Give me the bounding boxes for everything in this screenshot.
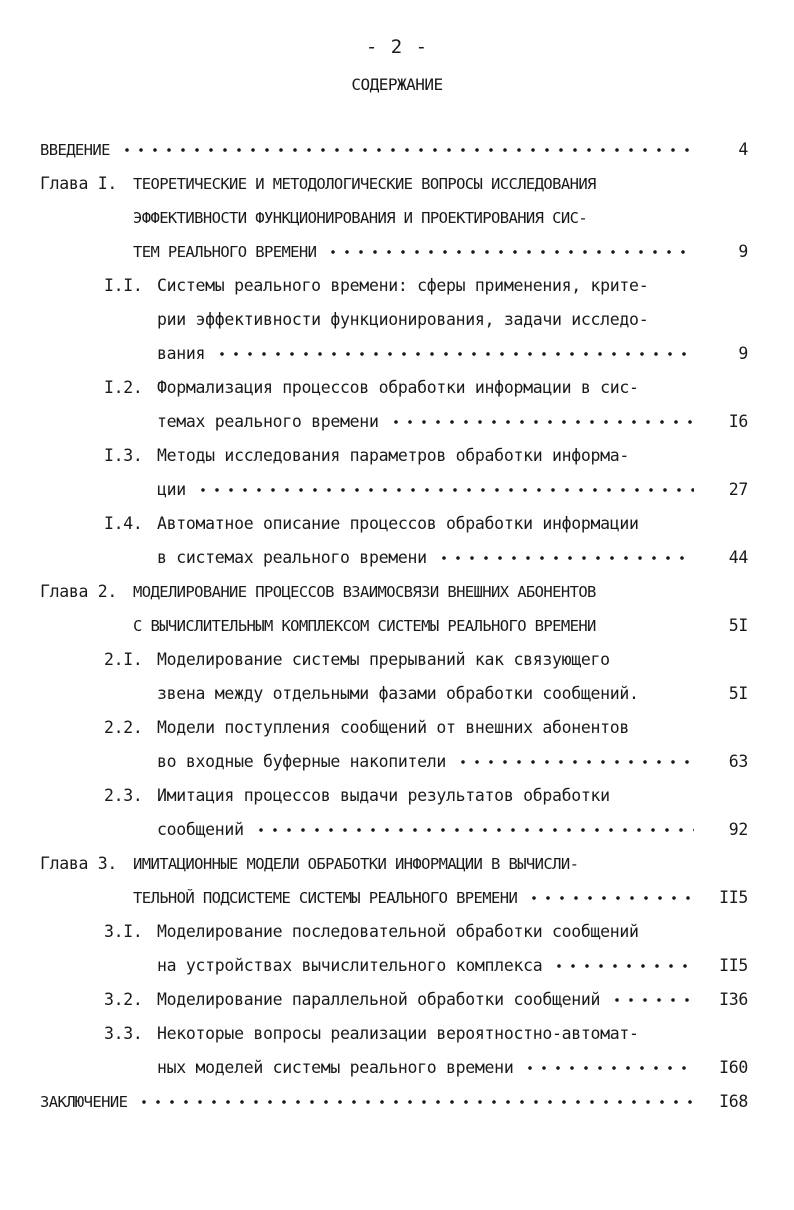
- dot-leader: [137, 1100, 694, 1104]
- toc-entry-text: Моделирование параллельной обработки сообщений: [157, 990, 601, 1009]
- toc-page-number: 5I: [728, 616, 748, 635]
- toc-page-number: I6: [728, 412, 748, 431]
- toc-page-number: II5: [719, 888, 748, 907]
- toc-entry-text: Имитация процессов выдачи результатов обработки: [157, 786, 610, 805]
- toc-entry-text: Автоматное описание процессов обработки информации: [157, 514, 639, 533]
- toc-entry-number: Глава 3.: [40, 854, 118, 873]
- dot-leader: [254, 828, 694, 832]
- toc-entry-number: 3.2.: [104, 990, 143, 1009]
- toc-intro: [0, 125, 748, 159]
- toc-section-line: [0, 907, 748, 941]
- dot-leader: [437, 556, 694, 560]
- toc-entry-text: Системы реального времени: сферы применения, крите-: [157, 276, 649, 295]
- toc-section-line: [0, 499, 748, 533]
- dot-leader: [456, 760, 694, 764]
- toc-chapter-line: [0, 567, 748, 601]
- toc-entry-text: ных моделей системы реального времени: [157, 1058, 514, 1077]
- toc-section-line: [0, 261, 748, 295]
- toc-entry-text: Формализация процессов обработки информации в сис-: [157, 378, 639, 397]
- toc-chapter-line: [0, 159, 748, 193]
- toc-entry-text: ТЕОРЕТИЧЕСКИЕ И МЕТОДОЛОГИЧЕСКИЕ ВОПРОСЫ ИССЛЕДОВАНИЯ: [133, 175, 596, 193]
- toc-entry-number: I.3.: [104, 446, 143, 465]
- toc-section-line: [0, 941, 748, 975]
- toc-entry-text: С ВЫЧИСЛИТЕЛЬНЫМ КОМПЛЕКСОМ СИСТЕМЫ РЕАЛЬНОГО ВРЕМЕНИ: [133, 617, 596, 635]
- toc-entry-number: 2.3.: [104, 786, 143, 805]
- dot-leader: [389, 420, 694, 424]
- toc-chapter-line: [0, 839, 748, 873]
- toc-entry-text: Некоторые вопросы реализации вероятностно-автомат-: [157, 1024, 639, 1043]
- toc-entry-text: ции: [157, 480, 186, 499]
- toc-page-number: 27: [728, 480, 748, 499]
- toc-entry-number: Глава 2.: [40, 582, 118, 601]
- toc-conclusion: [0, 1077, 748, 1111]
- toc-page-number: 63: [728, 752, 748, 771]
- dot-leader: [120, 148, 694, 152]
- toc-page-number: 5I: [728, 684, 748, 703]
- toc-entry-text: Методы исследования параметров обработки информа-: [157, 446, 630, 465]
- toc-chapter-line: [0, 601, 748, 635]
- toc-entry-number: I.4.: [104, 514, 143, 533]
- toc-entry-text: ТЕМ РЕАЛЬНОГО ВРЕМЕНИ: [133, 243, 317, 261]
- toc-entry-text: ВВЕДЕНИЕ: [40, 141, 110, 159]
- toc-entry-text: ЗАКЛЮЧЕНИЕ: [40, 1093, 128, 1111]
- dot-leader: [610, 998, 694, 1002]
- dot-leader: [196, 488, 694, 492]
- toc-entry-number: 3.I.: [104, 922, 143, 941]
- toc-entry-text: во входные буферные накопители: [157, 752, 447, 771]
- toc-page-number: 44: [728, 548, 748, 567]
- toc-entry-number: Глава I.: [40, 174, 118, 193]
- toc-entry-number: 2.I.: [104, 650, 143, 669]
- dot-leader: [527, 896, 694, 900]
- dot-leader: [523, 1066, 694, 1070]
- toc-entry-text: темах реального времени: [157, 412, 379, 431]
- toc-page-number: 4: [738, 140, 748, 159]
- page-number: - 2 -: [365, 36, 429, 58]
- table-of-contents: [0, 125, 794, 1111]
- toc-section-line: [0, 533, 748, 567]
- toc-page-number: I68: [719, 1092, 748, 1111]
- toc-section-line: [0, 295, 748, 329]
- toc-page-number: I36: [719, 990, 748, 1009]
- toc-entry-text: Модели поступления сообщений от внешних абонентов: [157, 718, 630, 737]
- dot-leader: [215, 352, 694, 356]
- toc-section-line: [0, 635, 748, 669]
- toc-entry-text: на устройствах вычислительного комплекса: [157, 956, 543, 975]
- toc-section-line: [0, 975, 748, 1009]
- toc-chapter-line: [0, 873, 748, 907]
- toc-entry-text: ТЕЛЬНОЙ ПОДСИСТЕМЕ СИСТЕМЫ РЕАЛЬНОГО ВРЕМЕНИ: [133, 889, 518, 907]
- toc-section-line: [0, 805, 748, 839]
- toc-section-line: [0, 397, 748, 431]
- toc-chapter-line: [0, 227, 748, 261]
- toc-entry-number: I.2.: [104, 378, 143, 397]
- page-title: СОДЕРЖАНИЕ: [351, 75, 443, 94]
- toc-entry-text: вания: [157, 344, 206, 363]
- toc-section-line: [0, 737, 748, 771]
- toc-chapter-line: [0, 193, 748, 227]
- toc-entry-number: 2.2.: [104, 718, 143, 737]
- toc-page-number: 92: [728, 820, 748, 839]
- toc-entry-text: сообщений: [157, 820, 244, 839]
- toc-page-number: 9: [738, 242, 748, 261]
- dot-leader: [552, 964, 694, 968]
- dot-leader: [326, 250, 694, 254]
- toc-section-line: [0, 771, 748, 805]
- toc-entry-text: МОДЕЛИРОВАНИЕ ПРОЦЕССОВ ВЗАИМОСВЯЗИ ВНЕШНИХ АБОНЕНТОВ: [133, 583, 596, 601]
- toc-entry-number: 3.3.: [104, 1024, 143, 1043]
- toc-section-line: [0, 669, 748, 703]
- toc-entry-text: Моделирование последовательной обработки сообщений: [157, 922, 639, 941]
- toc-entry-text: ИМИТАЦИОННЫЕ МОДЕЛИ ОБРАБОТКИ ИНФОРМАЦИИ В ВЫЧИСЛИ-: [133, 855, 579, 873]
- toc-page-number: I60: [719, 1058, 748, 1077]
- toc-section-line: [0, 363, 748, 397]
- toc-section-line: [0, 431, 748, 465]
- toc-entry-number: I.I.: [104, 276, 143, 295]
- toc-entry-text: ЭФФЕКТИВНОСТИ ФУНКЦИОНИРОВАНИЯ И ПРОЕКТИРОВАНИЯ СИС-: [133, 209, 588, 227]
- toc-section-line: [0, 465, 748, 499]
- toc-section-line: [0, 329, 748, 363]
- toc-section-line: [0, 1043, 748, 1077]
- toc-page-number: II5: [719, 956, 748, 975]
- toc-entry-text: в системах реального времени: [157, 548, 427, 567]
- toc-section-line: [0, 1009, 748, 1043]
- toc-entry-text: звена между отдельными фазами обработки сообщений.: [157, 684, 639, 703]
- toc-page-number: 9: [738, 344, 748, 363]
- toc-entry-text: рии эффективности функционирования, задачи исследо-: [157, 310, 649, 329]
- toc-section-line: [0, 703, 748, 737]
- toc-entry-text: Моделирование системы прерываний как связующего: [157, 650, 610, 669]
